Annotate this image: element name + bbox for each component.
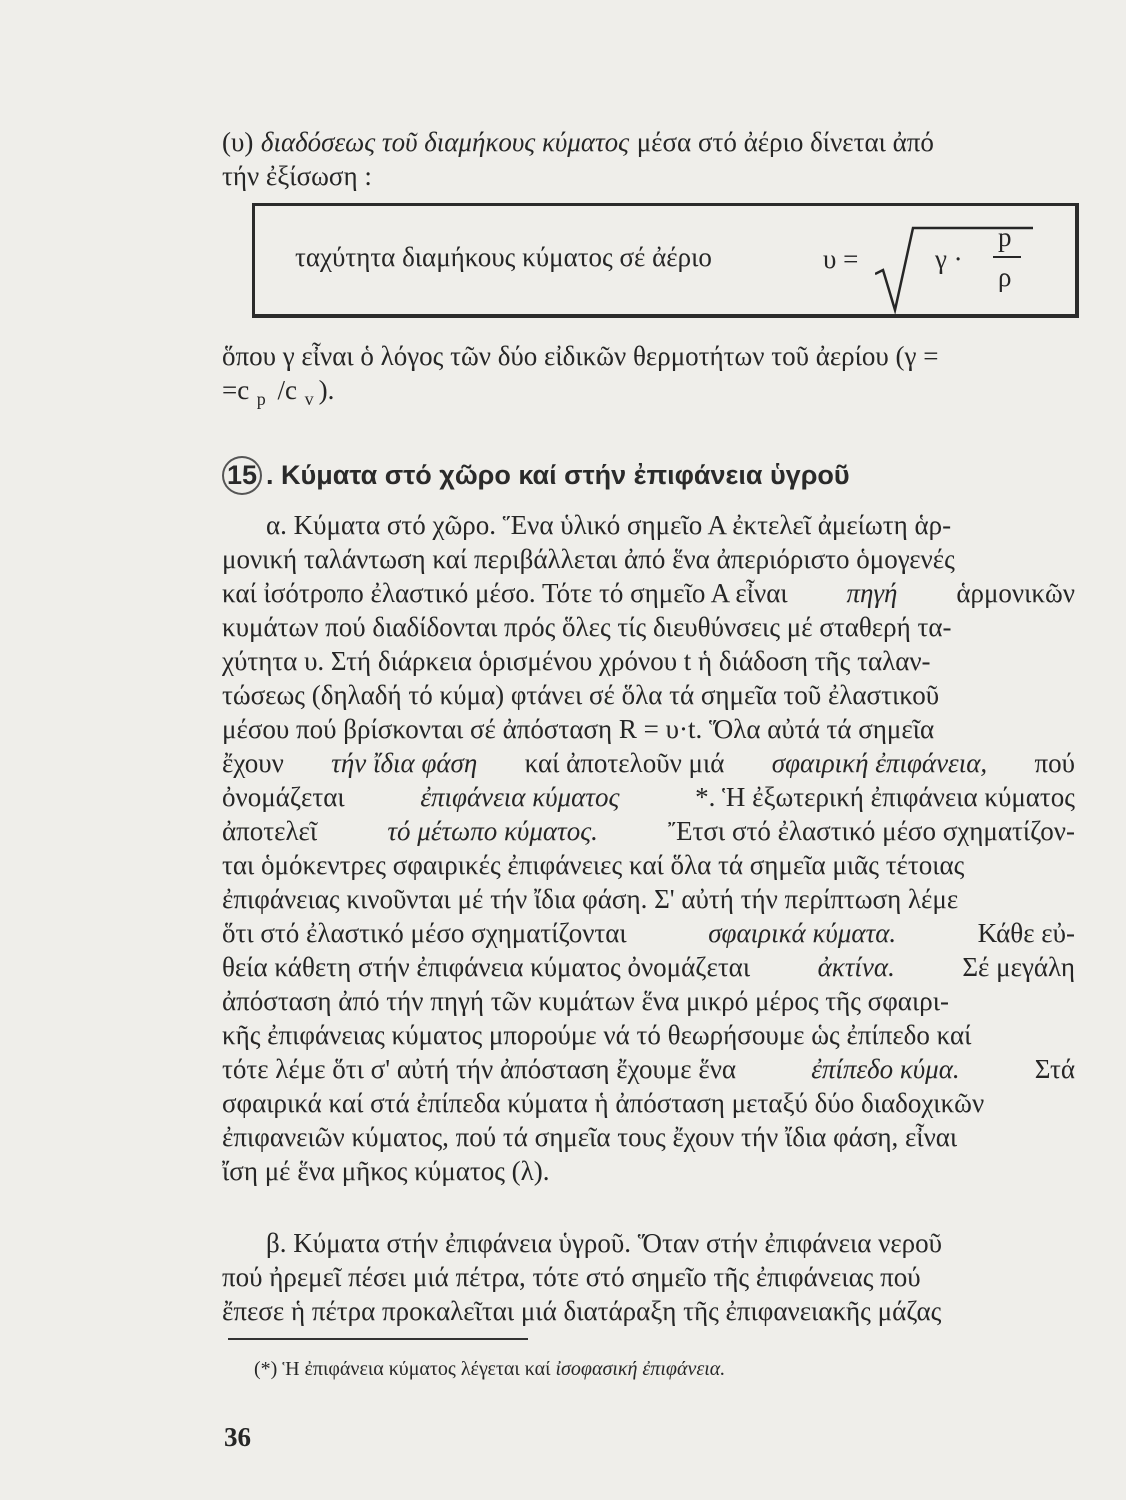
emphasized-term: διαδόσεως τοῦ διαμήκους κύματος (260, 127, 630, 157)
emphasized-term: ἐπίπεδο κύμα. (811, 1054, 960, 1084)
section-heading (228, 456, 850, 495)
text-segment: ἐπιφανειῶν κύματος, πού τά σημεῖα τους ἔχουν τήν ἴδια φάση, εἶναι (222, 1122, 958, 1152)
emphasized-term: τήν ἴδια φάση (331, 748, 478, 778)
text-line (222, 1120, 1075, 1154)
text-segment: τώσεως (δηλαδή τό κύμα) φτάνει σέ ὅλα τά σημεῖα τοῦ ἐλαστικοῦ (222, 680, 940, 710)
text-line (222, 1154, 1075, 1188)
text-line (222, 542, 1075, 576)
text-segment: =c (222, 375, 250, 405)
text-segment: θεία κάθετη στήν ἐπιφάνεια κύματος ὀνομάζεται (222, 952, 751, 982)
intro-paragraph (222, 125, 1075, 193)
text-segment: p (256, 389, 266, 410)
text-segment: τήν ἐξίσωση : (222, 161, 372, 191)
text-segment: πού (1034, 748, 1075, 778)
text-line (222, 882, 1075, 916)
text-segment: ἔπεσε ἡ πέτρα προκαλεῖται μιά διατάραξη τῆς ἐπιφανειακῆς μάζας (222, 1296, 942, 1326)
text-segment: α. Κύματα στό χῶρο. Ἕνα ὑλικό σημεῖο Α ἐκτελεῖ ἀμείωτη ἁρ- (266, 510, 952, 540)
formula-numerator: p (998, 222, 1012, 252)
formula-denominator: ρ (998, 262, 1012, 292)
text-segment: ται ὁμόκεντρες σφαιρικές ἐπιφάνειες καί ὅλα τά σημεῖα μιᾶς τέτοιας (222, 850, 965, 880)
text-segment: ὀνομάζεται (222, 782, 345, 812)
text-segment: ἀπόσταση ἀπό τήν πηγή τῶν κυμάτων ἕνα μικρό μέρος τῆς σφαιρι- (222, 986, 949, 1016)
footnote-text: (*) Ἡ ἐπιφάνεια κύματος λέγεται καί (254, 1358, 556, 1380)
text-line (222, 780, 1075, 814)
equation-label: ταχύτητα διαμήκους κύματος σέ ἀέριο (295, 242, 712, 272)
emphasized-term: σφαιρική ἐπιφάνεια, (771, 748, 988, 778)
text-segment: Στά (1034, 1054, 1075, 1084)
equation-box (252, 203, 1079, 318)
text-line (222, 814, 1075, 848)
text-line (222, 678, 1075, 712)
text-line (222, 746, 1075, 780)
text-segment: (υ) (222, 127, 254, 157)
text-segment: ἐπιφάνειας κινοῦνται μέ τήν ἴδια φάση. Σ' αὐτή τήν περίπτωση λέμε (222, 884, 959, 914)
text-line (222, 848, 1075, 882)
emphasized-term: πηγή (846, 578, 898, 608)
text-line (222, 1052, 1075, 1086)
text-segment: ἀποτελεῖ (222, 816, 318, 846)
emphasized-term: ἐπιφάνεια κύματος (420, 782, 620, 812)
text-segment: ἴση μέ ἕνα μῆκος κύματος (λ). (222, 1156, 550, 1186)
text-line (222, 916, 1075, 950)
text-segment: καί ἰσότροπο ἐλαστικό μέσο. Τότε τό σημεῖο Α εἶναι (222, 578, 788, 608)
emphasized-term: σφαιρικά κύματα. (708, 918, 897, 948)
text-line (222, 712, 1075, 746)
text-segment: κυμάτων πού διαδίδονται πρός ὅλες τίς διευθύνσεις μέ σταθερή τα- (222, 612, 952, 642)
footnote-italic-term: ἰσοφασική ἐπιφάνεια. (555, 1358, 726, 1380)
text-line (222, 1294, 1075, 1328)
text-segment: Κάθε εὐ- (977, 918, 1075, 948)
text-line (222, 508, 1075, 542)
text-segment: μέσα στό ἀέριο δίνεται ἀπό (636, 127, 934, 157)
text-line (222, 644, 1075, 678)
text-segment: ἔχουν (222, 748, 284, 778)
emphasized-term: τό μέτωπο κύματος. (387, 816, 598, 846)
text-segment: ἁρμονικῶν (956, 578, 1075, 608)
section-number: 15 (222, 456, 262, 495)
text-segment: Ἔτσι στό ἐλαστικό μέσο σχηματίζον- (668, 816, 1075, 846)
section-title: . Κύματα στό χῶρο καί στήν ἐπιφάνεια ὑγροῦ (266, 460, 850, 490)
text-line (222, 1018, 1075, 1052)
text-line (222, 373, 1075, 410)
text-segment: χύτητα υ. Στή διάρκεια ὁρισμένου χρόνου t ἡ διάδοση τῆς ταλαν- (222, 646, 931, 676)
text-line (222, 159, 1075, 193)
footnote-rule (228, 1338, 528, 1340)
text-segment: πού ἠρεμεῖ πέσει μιά πέτρα, τότε στό σημεῖο τῆς ἐπιφάνειας πού (222, 1262, 921, 1292)
text-segment: κῆς ἐπιφάνειας κύματος μπορούμε νά τό θεωρήσουμε ὡς ἐπίπεδο καί (222, 1020, 972, 1050)
text-segment: β. Κύματα στήν ἐπιφάνεια ὑγροῦ. Ὅταν στήν ἐπιφάνεια νεροῦ (266, 1228, 943, 1258)
formula-gamma: γ · (935, 244, 963, 274)
footnote (254, 1358, 725, 1381)
paragraph-a (222, 508, 1075, 1188)
formula-lhs: υ = (823, 244, 859, 274)
text-segment: μέσου πού βρίσκονται σέ ἀπόσταση R = υ·t. Ὅλα αὐτά τά σημεῖα (222, 714, 935, 744)
text-line (222, 576, 1075, 610)
text-line (222, 950, 1075, 984)
text-segment: ). (318, 375, 335, 405)
text-segment: μονική ταλάντωση καί περιβάλλεται ἀπό ἕνα ἀπεριόριστο ὁμογενές (222, 544, 955, 574)
fraction-bar (993, 256, 1021, 258)
after-box-paragraph (222, 339, 1075, 410)
paragraph-b (222, 1226, 1075, 1328)
emphasized-term: ἀκτίνα. (817, 952, 895, 982)
text-line (222, 1226, 1075, 1260)
text-segment: /c (270, 375, 298, 405)
text-line (222, 1086, 1075, 1120)
text-segment: ὅπου γ εἶναι ὁ λόγος τῶν δύο εἰδικῶν θερμοτήτων τοῦ ἀερίου (γ = (222, 341, 939, 371)
text-line (222, 1260, 1075, 1294)
text-segment: ὅτι στό ἐλαστικό μέσο σχηματίζονται (222, 918, 627, 948)
text-line (222, 125, 1075, 159)
text-segment: σφαιρικά καί στά ἐπίπεδα κύματα ἡ ἀπόσταση μεταξύ δύο διαδοχικῶν (222, 1088, 985, 1118)
page-number: 36 (224, 1422, 251, 1452)
text-line (222, 610, 1075, 644)
text-segment: Σέ μεγάλη (962, 952, 1075, 982)
text-segment: τότε λέμε ὅτι σ' αὐτή τήν ἀπόσταση ἔχουμε ἕνα (222, 1054, 737, 1084)
text-line (222, 339, 1075, 373)
text-line (222, 984, 1075, 1018)
text-segment: *. Ἡ ἐξωτερική ἐπιφάνεια κύματος (695, 782, 1075, 812)
wave-speed-formula (823, 224, 1063, 304)
text-segment: καί ἀποτελοῦν μιά (524, 748, 725, 778)
text-segment: v (304, 389, 314, 410)
